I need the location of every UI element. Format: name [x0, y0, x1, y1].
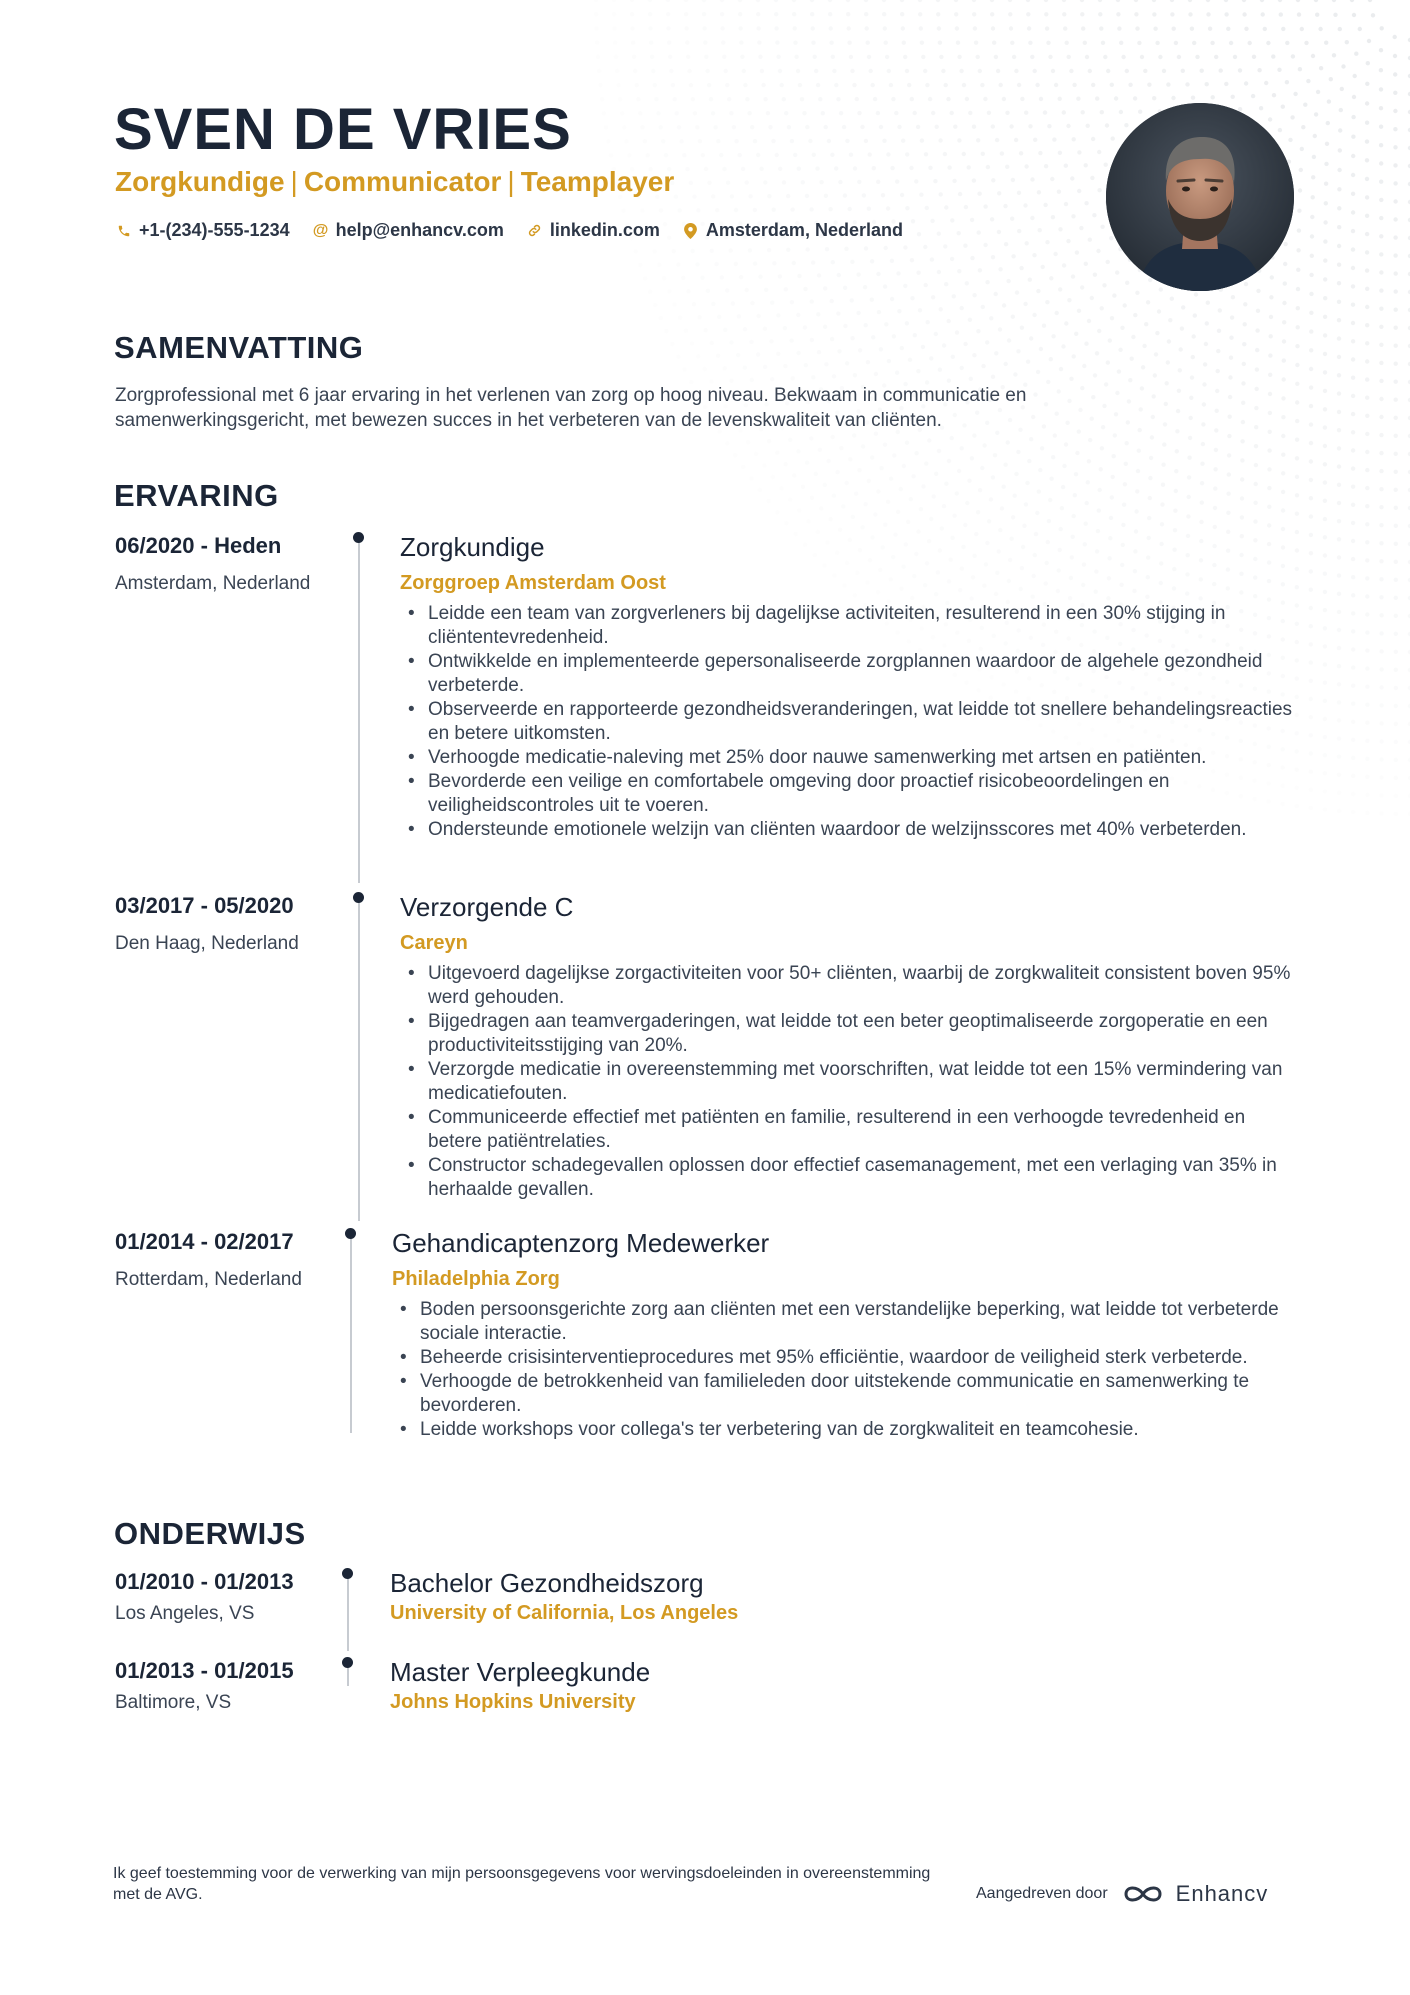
powered-by[interactable]: [976, 1881, 1268, 1907]
timeline-dot: [345, 1228, 356, 1239]
job-bullets: [400, 602, 1300, 842]
education-school: University of California, Los Angeles: [390, 1602, 739, 1624]
list-item: • Boden persoonsgerichte zorg aan cliënten met een verstandelijke beperking, wat leidde tot verbeterde sociale interactie.: [392, 1298, 1292, 1346]
experience-heading: ERVARING: [114, 478, 279, 513]
contact-bar: [115, 220, 903, 241]
job-dates: 01/2014 - 02/2017: [115, 1229, 294, 1254]
timeline-line: [350, 1233, 352, 1433]
timeline-dot: [342, 1657, 353, 1668]
timeline-dot: [353, 532, 364, 543]
education-degree: Master Verpleegkunde: [390, 1657, 651, 1687]
headline-item: Teamplayer: [520, 166, 675, 197]
job-bullets: [400, 962, 1300, 1202]
link-icon: [526, 223, 544, 238]
contact-location-text: Amsterdam, Nederland: [705, 220, 903, 240]
list-item: • Observeerde en rapporteerde gezondheidsveranderingen, wat leidde tot snellere behandelingsreacties en betere uitkomsten.: [400, 698, 1300, 746]
headline-item: Communicator: [303, 166, 502, 197]
timeline-line: [358, 897, 360, 1221]
education-degree: Bachelor Gezondheidszorg: [390, 1568, 704, 1598]
contact-location: [682, 220, 903, 241]
job-organization: Careyn: [400, 932, 468, 954]
powered-by-label: Aangedreven door: [976, 1885, 1108, 1902]
list-item: • Bijgedragen aan teamvergaderingen, wat leidde tot een beter geoptimaliseerde zorgoperatie en een productiviteitsstijging van 20%.: [400, 1010, 1300, 1058]
list-item: • Bevorderde een veilige en comfortabele omgeving door proactief risicobeoordelingen en veiligheidscontroles uit te voeren.: [400, 770, 1300, 818]
list-item: • Communiceerde effectief met patiënten en familie, resulterend in een verhoogde tevredenheid en betere patiëntrelaties.: [400, 1106, 1300, 1154]
list-item: • Leidde een team van zorgverleners bij dagelijkse activiteiten, resulterend in een 30% stijging in cliëntentevredenheid.: [400, 602, 1300, 650]
job-role: Zorgkundige: [400, 532, 545, 562]
timeline-line: [358, 537, 360, 883]
location-pin-icon: [682, 223, 700, 239]
list-item: • Leidde workshops voor collega's ter verbetering van de zorgkwaliteit en teamcohesie.: [392, 1418, 1292, 1442]
education-location: Los Angeles, VS: [115, 1603, 255, 1624]
job-location: Amsterdam, Nederland: [115, 573, 311, 594]
headline-item: Zorgkundige: [115, 166, 285, 197]
job-location: Den Haag, Nederland: [115, 933, 299, 954]
timeline-dot: [353, 892, 364, 903]
headline: [115, 166, 674, 198]
summary-heading: SAMENVATTING: [114, 330, 364, 365]
education-dates: 01/2010 - 01/2013: [115, 1569, 294, 1594]
enhancv-logo: [1120, 1881, 1269, 1907]
infinity-logo-icon: [1120, 1882, 1166, 1906]
list-item: • Beheerde crisisinterventieprocedures met 95% efficiëntie, waardoor de veiligheid sterk verbeterde.: [392, 1346, 1292, 1370]
job-dates: 06/2020 - Heden: [115, 533, 282, 558]
contact-phone-text: +1-(234)-555-1234: [139, 220, 290, 240]
headline-separator: |: [507, 166, 515, 197]
contact-phone[interactable]: [115, 220, 290, 241]
education-dates: 01/2013 - 01/2015: [115, 1658, 294, 1683]
education-school: Johns Hopkins University: [390, 1691, 636, 1713]
list-item: • Verhoogde medicatie-naleving met 25% door nauwe samenwerking met artsen en patiënten.: [400, 746, 1300, 770]
timeline-line: [347, 1573, 349, 1651]
job-role: Gehandicaptenzorg Medewerker: [392, 1228, 770, 1258]
job-dates: 03/2017 - 05/2020: [115, 893, 294, 918]
education-location: Baltimore, VS: [115, 1692, 232, 1713]
list-item: • Constructor schadegevallen oplossen door effectief casemanagement, met een verlaging van 35% in herhaalde gevallen.: [400, 1154, 1300, 1202]
list-item: • Verzorgde medicatie in overeenstemming met voorschriften, wat leidde tot een 15% vermindering van medicatiefouten.: [400, 1058, 1300, 1106]
headline-separator: |: [290, 166, 298, 197]
phone-icon: [115, 224, 133, 238]
list-item: • Verhoogde de betrokkenheid van familieleden door uitstekende communicatie en samenwerking te bevorderen.: [392, 1370, 1292, 1418]
contact-linkedin[interactable]: [526, 220, 660, 241]
contact-email[interactable]: [312, 220, 504, 241]
at-icon: @: [312, 221, 329, 239]
candidate-name: SVEN DE VRIES: [114, 97, 572, 162]
profile-photo: [1106, 103, 1294, 291]
list-item: • Ontwikkelde en implementeerde gepersonaliseerde zorgplannen waardoor de algehele gezondheid verbeterde.: [400, 650, 1300, 698]
job-role: Verzorgende C: [400, 892, 574, 922]
brand-name: Enhancv: [1175, 1881, 1269, 1906]
job-organization: Philadelphia Zorg: [392, 1268, 560, 1290]
timeline-dot: [342, 1568, 353, 1579]
contact-email-text: help@enhancv.com: [335, 220, 504, 240]
summary-text: Zorgprofessional met 6 jaar ervaring in het verlenen van zorg op hoog niveau. Bekwaam in communicatie en samenwerkingsgericht, met bewezen succes in het verbeteren van de levenskwaliteit van cliënten.: [115, 385, 1027, 431]
list-item: • Ondersteunde emotionele welzijn van cliënten waardoor de welzijnsscores met 40% verbeterden.: [400, 818, 1300, 842]
job-organization: Zorggroep Amsterdam Oost: [400, 572, 666, 594]
contact-linkedin-text: linkedin.com: [549, 220, 660, 240]
job-location: Rotterdam, Nederland: [115, 1269, 302, 1290]
list-item: • Uitgevoerd dagelijkse zorgactiviteiten voor 50+ cliënten, waarbij de zorgkwaliteit consistent boven 95% werd gehouden.: [400, 962, 1300, 1010]
consent-note: Ik geef toestemming voor de verwerking van mijn persoonsgegevens voor wervingsdoeleinden in overeenstemming met de AVG.: [113, 1865, 931, 1903]
education-heading: ONDERWIJS: [114, 1516, 306, 1551]
job-bullets: [392, 1298, 1292, 1442]
